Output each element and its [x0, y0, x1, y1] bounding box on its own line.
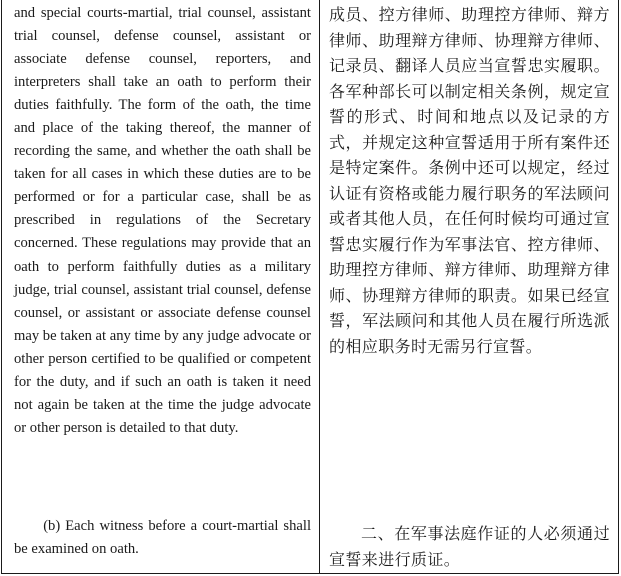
english-paragraph-a: and special courts-martial, trial counsel, assistant trial counsel, defense counsel, assistant or associate defense counsel, reporters, and interpreters shall take an oath to perform their duties faithfully. The form of the oath, the time and place of the taking thereof, the manner of recording the same, and whether the oath shall be taken for all cases in which these duties are to be performed or for a particular case, shall be as prescribed in regulations of the Secretary concerned. These regulations may provide that an oath to perform faithfully duties as a military judge, trial counsel, assistant trial counsel, defense counsel, or assistant or associate defense counsel may be taken at any time by any judge advocate or other person certified to be qualified or competent for the duty, and if such an oath is taken it need not again be taken at the time the judge advocate or other person is detailed to that duty. — [14, 5, 311, 436]
chinese-paragraph-1: 成员、控方律师、助理控方律师、辩方律师、助理辩方律师、协理辩方律师、记录员、翻译人员应当宣誓忠实履职。各军种部长可以制定相关条例，规定宣誓的形式、时间和地点以及记录的方式，并规定这种宣誓适用于所有案件还是特定案件。条例中还可以规定，经过认证有资格或能力履行职务的军法顾问或者其他人员，在任何时候均可通过宣誓忠实履行作为军事法官、控方律师、助理控方律师、辩方律师、助理辩方律师、协理辩方律师的职责。如果已经宣誓，军法顾问和其他人员在履行所选派的相应职务时无需另行宣誓。 — [329, 5, 610, 356]
chinese-paragraph-2: 二、在军事法庭作证的人必须通过宣誓来进行质证。 — [329, 524, 610, 569]
bilingual-statute-table — [1, 0, 619, 574]
english-paragraph-b: (b) Each witness before a court-martial shall be examined on oath. — [14, 518, 311, 558]
chinese-column — [320, 0, 618, 573]
english-column — [2, 0, 320, 573]
